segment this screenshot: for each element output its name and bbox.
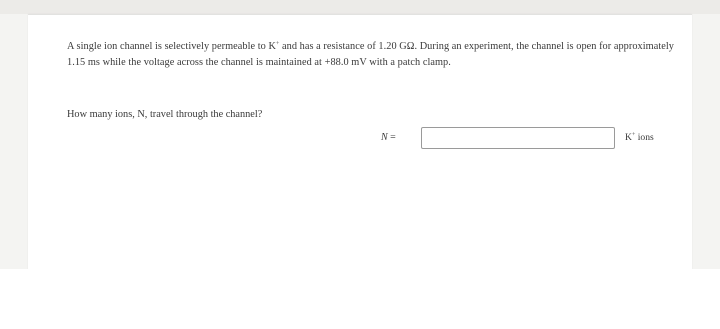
variable-symbol: N bbox=[381, 132, 388, 143]
problem-statement bbox=[67, 39, 687, 71]
unit-ion-symbol: K bbox=[625, 132, 632, 143]
answer-variable-label bbox=[381, 132, 396, 143]
bottom-blank-area bbox=[0, 269, 720, 329]
problem-text-start: A single ion channel is selectively permeable to K bbox=[67, 41, 276, 52]
question-card bbox=[28, 14, 692, 271]
unit-charge-superscript: + bbox=[631, 132, 636, 138]
top-background-strip bbox=[0, 0, 720, 14]
equals-sign: = bbox=[390, 132, 396, 143]
answer-row bbox=[28, 121, 692, 151]
answer-input[interactable] bbox=[421, 127, 615, 149]
unit-word: ions bbox=[635, 132, 654, 143]
ion-charge-superscript: + bbox=[275, 41, 280, 47]
problem-text-end: and has a resistance of 1.20 GΩ. During an experiment, the channel is open for approximately 1.15 ms while the voltage across the channel is maintained at +88.0 mV with a patch clamp. bbox=[67, 41, 674, 68]
unit-label bbox=[625, 132, 654, 143]
question-prompt: How many ions, N, travel through the channel? bbox=[67, 109, 263, 120]
